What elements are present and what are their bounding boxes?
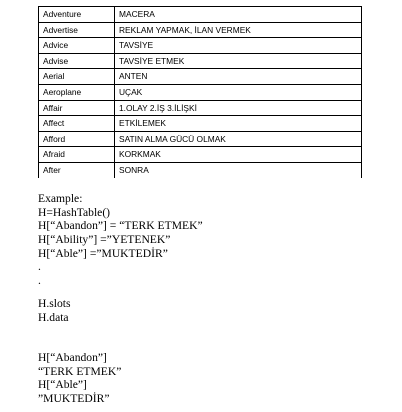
ellipsis-dot: . <box>38 274 41 288</box>
example-heading: Example: <box>38 192 83 205</box>
table-row <box>39 7 362 23</box>
turkish-meaning-cell: TAVSİYE <box>115 38 362 54</box>
code-line: H[“Able”] =”MUKTEDİR” <box>38 246 168 260</box>
table-row <box>39 147 362 163</box>
table-row <box>39 131 362 147</box>
turkish-meaning-cell: 1.OLAY 2.İŞ 3.İLİŞKİ <box>115 100 362 116</box>
slots-data-block <box>38 297 71 324</box>
turkish-meaning-cell: UÇAK <box>115 84 362 100</box>
turkish-meaning-cell: REKLAM YAPMAK, İLAN VERMEK <box>115 22 362 38</box>
table-row <box>39 100 362 116</box>
code-line: H.data <box>38 310 69 324</box>
table-row <box>39 38 362 54</box>
dictionary-table <box>38 6 362 178</box>
english-word-cell: Advise <box>39 53 115 69</box>
ellipsis-dot: . <box>38 260 41 274</box>
table-row <box>39 116 362 132</box>
code-line: H[“Abandon”] = “TERK ETMEK” <box>38 219 203 233</box>
table-row <box>39 22 362 38</box>
turkish-meaning-cell: SATIN ALMA GÜCÜ OLMAK <box>115 131 362 147</box>
english-word-cell: Advertise <box>39 22 115 38</box>
table-row <box>39 53 362 69</box>
turkish-meaning-cell: ETKİLEMEK <box>115 116 362 132</box>
english-word-cell: Aeroplane <box>39 84 115 100</box>
code-line: H.slots <box>38 297 71 310</box>
example-code-block <box>38 192 203 288</box>
turkish-meaning-cell: TAVSİYE ETMEK <box>115 53 362 69</box>
english-word-cell: Aerial <box>39 69 115 85</box>
turkish-meaning-cell: SONRA <box>115 162 362 177</box>
result-line: “TERK ETMEK” <box>38 364 122 378</box>
code-line: H=HashTable() <box>38 205 111 219</box>
english-word-cell: After <box>39 162 115 177</box>
code-line: H[“Ability”] =”YETENEK” <box>38 233 171 247</box>
turkish-meaning-cell: ANTEN <box>115 69 362 85</box>
english-word-cell: Afford <box>39 131 115 147</box>
table-row <box>39 84 362 100</box>
code-line: H[“Able”] <box>38 378 87 392</box>
english-word-cell: Adventure <box>39 7 115 23</box>
code-line: H[“Abandon”] <box>38 351 107 364</box>
english-word-cell: Affect <box>39 116 115 132</box>
result-line: ”MUKTEDİR” <box>38 392 110 406</box>
turkish-meaning-cell: KORKMAK <box>115 147 362 163</box>
table-row <box>39 69 362 85</box>
turkish-meaning-cell: MACERA <box>115 7 362 23</box>
english-word-cell: Affair <box>39 100 115 116</box>
english-word-cell: Afraid <box>39 147 115 163</box>
english-word-cell: Advice <box>39 38 115 54</box>
table-row <box>39 162 362 177</box>
lookup-block <box>38 351 121 406</box>
